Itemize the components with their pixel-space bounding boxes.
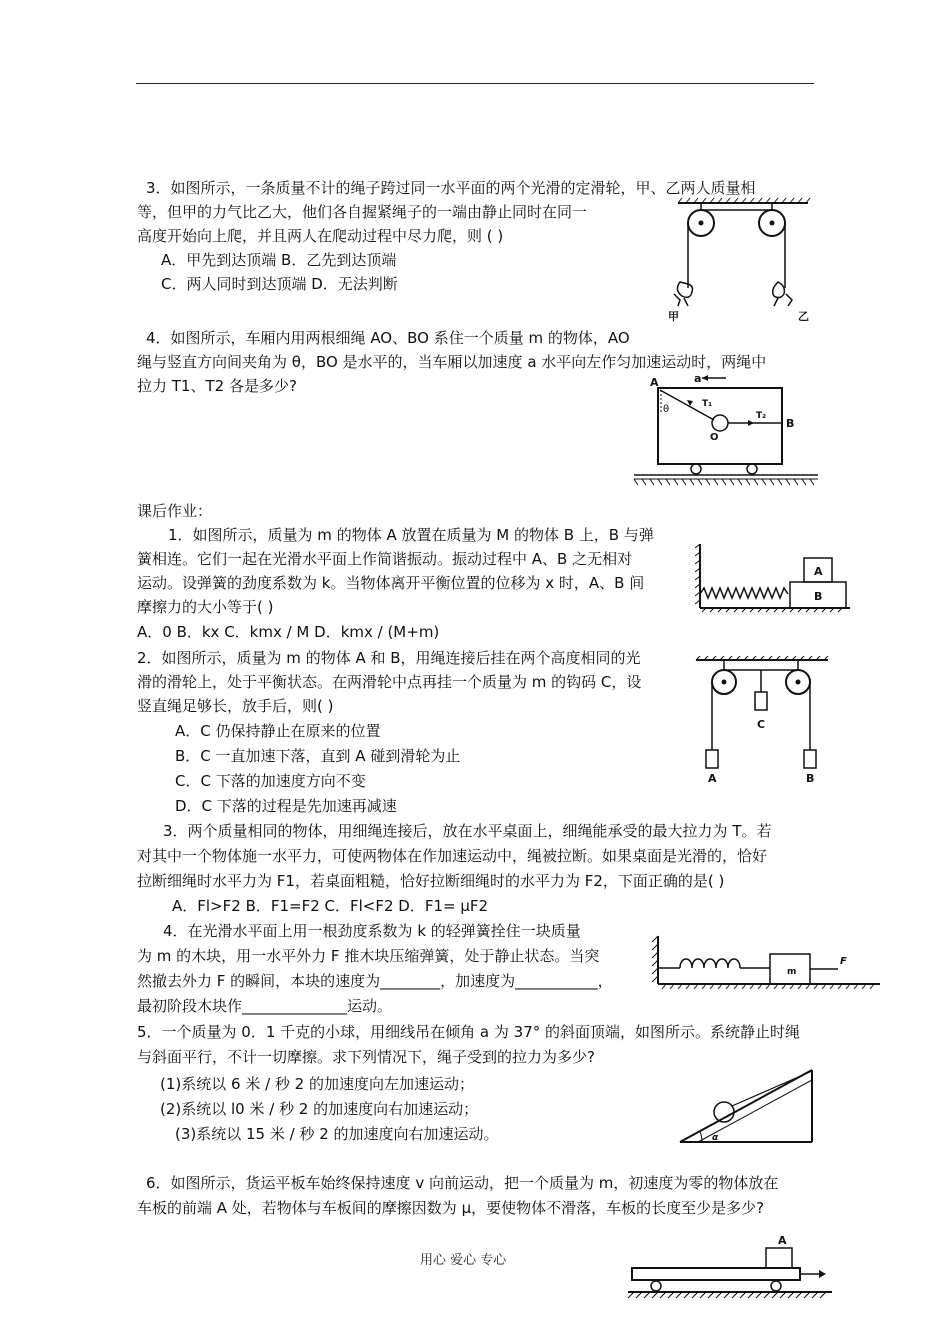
hw4-line-2: 为 m 的木块，用一水平外力 F 推木块压缩弹簧，处于静止状态。当突 bbox=[137, 947, 600, 965]
hw5-line-1: 5．一个质量为 0．1 千克的小球，用细线吊在倾角 a 为 37° 的斜面顶端，如图所示。系统静止时绳 bbox=[137, 1023, 801, 1041]
q4-label-acc: a bbox=[694, 372, 702, 385]
hw1-line-4: 摩擦力的大小等于( ) bbox=[137, 598, 274, 616]
page-footer: 用心 爱心 专心 bbox=[420, 1253, 507, 1268]
hw4-line-3: 然撤去外力 F 的瞬间，本块的速度为________，加速度为___________， bbox=[137, 972, 613, 990]
hw6-line-2: 车板的前端 A 处，若物体与车板间的摩擦因数为 μ，要使物体不滑落，车板的长度至少是多少? bbox=[137, 1199, 765, 1217]
hw1-line-1: 1．如图所示，质量为 m 的物体 A 放置在质量为 M 的物体 B 上，B 与弹 bbox=[168, 526, 654, 544]
q3-label-yi: 乙 bbox=[798, 310, 809, 323]
hw3-line-1: 3．两个质量相同的物体，用细绳连接后，放在水平桌面上，细绳能承受的最大拉力为 T。若 bbox=[163, 822, 772, 840]
hw2-option-a: A．C 仍保持静止在原来的位置 bbox=[175, 722, 381, 740]
q3-line-1: 3．如图所示，一条质量不计的绳子跨过同一水平面的两个光滑的定滑轮，甲、乙两人质量相 bbox=[146, 179, 756, 197]
hw2-label-a: A bbox=[708, 772, 717, 785]
hw2-label-c: C bbox=[757, 718, 766, 731]
q3-pulley-figure bbox=[660, 196, 820, 324]
q4-label-o: O bbox=[710, 432, 719, 443]
hw5-sub-2: (2)系统以 l0 米 / 秒 2 的加速度向右加速运动； bbox=[160, 1100, 479, 1118]
hw4-line-1: 4．在光滑水平面上用一根劲度系数为 k 的轻弹簧拴住一块质量 bbox=[163, 922, 581, 940]
q4-label-t2: T₂ bbox=[756, 411, 767, 421]
q4-label-t1: T₁ bbox=[702, 399, 713, 409]
hw4-label-m: m bbox=[787, 967, 797, 977]
hw5-sub-3: (3)系统以 15 米 / 秒 2 的加速度向右加速运动。 bbox=[175, 1125, 499, 1143]
hw5-incline-figure bbox=[672, 1066, 818, 1148]
q4-line-3: 拉力 T1、T2 各是多少? bbox=[137, 377, 297, 395]
hw4-line-4: 最初阶段木块作______________运动。 bbox=[137, 997, 393, 1015]
hw5-line-2: 与斜面平行，不计一切摩擦。求下列情况下，绳子受到的拉力为多少? bbox=[137, 1048, 595, 1066]
hw2-option-d: D．C 下落的过程是先加速再减速 bbox=[175, 797, 397, 815]
hw4-spring-figure bbox=[650, 932, 884, 992]
q4-label-b: B bbox=[786, 417, 795, 430]
hw3-options: A．Fl>F2 B．F1=F2 C．Fl<F2 D．F1= μF2 bbox=[172, 897, 489, 915]
hw1-label-b: B bbox=[814, 590, 823, 603]
hw3-line-3: 拉断细绳时水平力为 F1，若桌面粗糙，恰好拉断细绳时的水平力为 F2，下面正确的是( ) bbox=[137, 872, 725, 890]
hw2-option-c: C．C 下落的加速度方向不变 bbox=[175, 772, 366, 790]
hw5-label-alpha: α bbox=[712, 1133, 719, 1143]
hw1-line-3: 运动。设弹簧的劲度系数为 k。当物体离开平衡位置的位移为 x 时，A、B 间 bbox=[137, 574, 645, 592]
hw4-label-f: F bbox=[840, 956, 847, 967]
hw6-label-a: A bbox=[778, 1234, 787, 1247]
q4-line-1: 4．如图所示，车厢内用两根细绳 AO、BO 系住一个质量 m 的物体，AO bbox=[146, 329, 630, 347]
header-rule bbox=[136, 83, 814, 84]
hw5-sub-1: (1)系统以 6 米 / 秒 2 的加速度向左加速运动； bbox=[160, 1075, 474, 1093]
hw1-options: A．0 B．kx C．kmx / M D．kmx / (M+m) bbox=[137, 623, 440, 641]
hw3-line-2: 对其中一个物体施一水平力，可使两物体在作加速运动中，绳被拉断。如果桌面是光滑的，恰好 bbox=[137, 847, 768, 865]
homework-title: 课后作业： bbox=[137, 502, 213, 520]
hw1-line-2: 簧相连。它们一起在光滑水平面上作简谐振动。振动过程中 A、B 之无相对 bbox=[137, 550, 633, 568]
hw2-label-b: B bbox=[806, 772, 815, 785]
q4-line-2: 绳与竖直方向间夹角为 θ，BO 是水平的，当车厢以加速度 a 水平向左作匀加速运动时，两绳中 bbox=[137, 353, 767, 371]
hw6-flatcar-figure bbox=[626, 1232, 834, 1310]
hw2-pulley-figure bbox=[692, 656, 832, 786]
q4-label-a: A bbox=[650, 376, 659, 389]
hw2-line-3: 竖直绳足够长，放手后，则( ) bbox=[137, 697, 334, 715]
hw1-spring-block-figure bbox=[694, 544, 854, 614]
q3-line-2: 等，但甲的力气比乙大，他们各自握紧绳子的一端由静止同时在同一 bbox=[137, 203, 588, 221]
q3-option-ab: A．甲先到达顶端 B．乙先到达顶端 bbox=[161, 251, 397, 269]
q3-option-cd: C．两人同时到达顶端 D．无法判断 bbox=[161, 275, 398, 293]
q3-label-jia: 甲 bbox=[668, 310, 679, 323]
q4-carriage-figure bbox=[630, 370, 820, 488]
q4-label-theta: θ bbox=[663, 404, 670, 415]
hw2-option-b: B．C 一直加速下落，直到 A 碰到滑轮为止 bbox=[175, 747, 461, 765]
q3-line-3: 高度开始向上爬，并且两人在爬动过程中尽力爬，则 ( ) bbox=[137, 227, 504, 245]
hw6-line-1: 6．如图所示，货运平板车始终保持速度 v 向前运动，把一个质量为 m，初速度为零的物体放在 bbox=[146, 1174, 779, 1192]
hw2-line-1: 2．如图所示，质量为 m 的物体 A 和 B，用绳连接后挂在两个高度相同的光 bbox=[137, 649, 641, 667]
hw1-label-a: A bbox=[814, 565, 823, 578]
hw2-line-2: 滑的滑轮上，处于平衡状态。在两滑轮中点再挂一个质量为 m 的钩码 C，设 bbox=[137, 673, 642, 691]
